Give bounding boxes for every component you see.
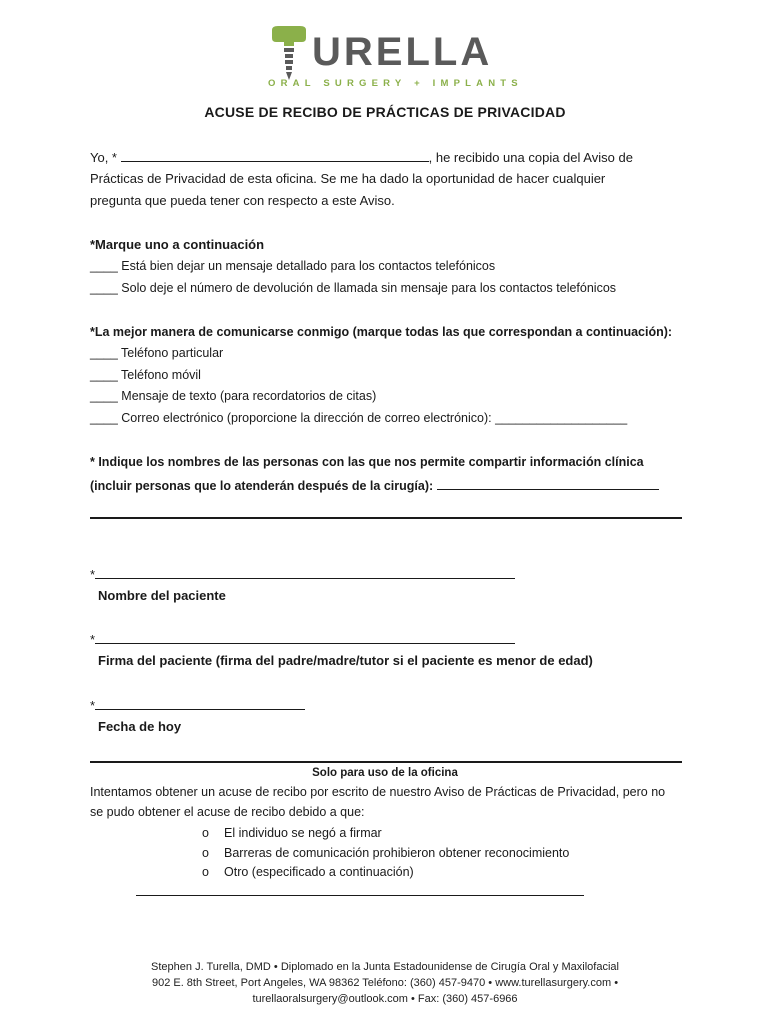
document-title: ACUSE DE RECIBO DE PRÁCTICAS DE PRIVACIDAD [204,104,566,120]
reason-other[interactable]: o Otro (especificado a continuación) [202,865,414,879]
required-star: * [90,567,96,582]
shared-people-blank[interactable] [437,477,659,490]
footer-line-2: 902 E. 8th Street, Port Angeles, WA 98362 Teléfono: (360) 457-9470 • www.turellasurgery.com • [151,977,619,989]
bullet-icon: o [202,846,209,860]
logo-wordmark: URELLA [312,30,493,74]
reason-communication[interactable]: o Barreras de comunicación prohibieron obtener reconocimiento [202,846,570,860]
company-logo [266,22,523,92]
section1-heading: *Marque uno a continuación [90,237,265,252]
method-text-message[interactable]: ____ Mensaje de texto (para recordatorios de citas) [90,389,377,403]
name-blank[interactable] [121,149,429,162]
required-star: * [90,698,96,713]
footer-line-3: turellaoralsurgery@outlook.com • Fax: (360) 457-6966 [252,993,518,1005]
date-line[interactable] [95,697,305,710]
tooth-implant-icon [268,26,310,82]
method-home-phone[interactable]: ____ Teléfono particular [90,346,224,360]
patient-name-line[interactable] [95,566,515,579]
date-label: Fecha de hoy [98,719,182,734]
section3-line-2 [90,477,659,494]
intro-line-1 [90,149,633,166]
patient-name-label: Nombre del paciente [98,588,226,603]
bullet-icon: o [202,826,209,840]
intro-prefix: Yo, * [90,150,117,165]
patient-signature-line[interactable] [95,631,515,644]
contact-option-callback[interactable]: ____ Solo deje el número de devolución de llamada sin mensaje para los contactos telefónicos [90,281,617,295]
shared-people-line[interactable] [90,517,682,519]
footer-line-1: Stephen J. Turella, DMD • Diplomado en la Junta Estadounidense de Cirugía Oral y Maxilofacial [151,961,619,973]
bullet-icon: o [202,865,209,879]
other-reason-line[interactable] [136,895,584,896]
office-line-2: se pudo obtener el acuse de recibo debido a que: [90,805,365,819]
date-row [90,697,305,714]
method-mobile-phone[interactable]: ____ Teléfono móvil [90,368,201,382]
method-email[interactable]: ____ Correo electrónico (proporcione la dirección de correo electrónico): ___________________ [90,411,628,425]
office-line-1: Intentamos obtener un acuse de recibo por escrito de nuestro Aviso de Prácticas de Privacidad, pero no [90,785,666,799]
office-heading: Solo para uso de la oficina [312,767,458,779]
name-sign-row [90,566,515,583]
intro-suffix: , he recibido una copia del Aviso de [428,150,633,165]
required-star: * [90,632,96,647]
reason-refused[interactable]: o El individuo se negó a firmar [202,826,382,840]
logo-subtitle: ORAL SURGERY + IMPLANTS [268,78,523,89]
signature-row [90,631,515,648]
section3-line-1: * Indique los nombres de las personas con las que nos permite compartir información clínica [90,455,644,469]
patient-signature-label: Firma del paciente (firma del padre/madre/tutor si el paciente es menor de edad) [98,653,593,668]
intro-line-2: Prácticas de Privacidad de esta oficina. Se me ha dado la oportunidad de hacer cualquier [90,171,606,186]
section3-label: (incluir personas que lo atenderán después de la cirugía): [90,479,434,493]
contact-option-detailed[interactable]: ____ Está bien dejar un mensaje detallado para los contactos telefónicos [90,259,496,273]
section2-heading: *La mejor manera de comunicarse conmigo (marque todas las que correspondan a continuación): [90,325,673,339]
intro-line-3: pregunta que pueda tener con respecto a este Aviso. [90,193,395,208]
office-divider [90,761,682,763]
